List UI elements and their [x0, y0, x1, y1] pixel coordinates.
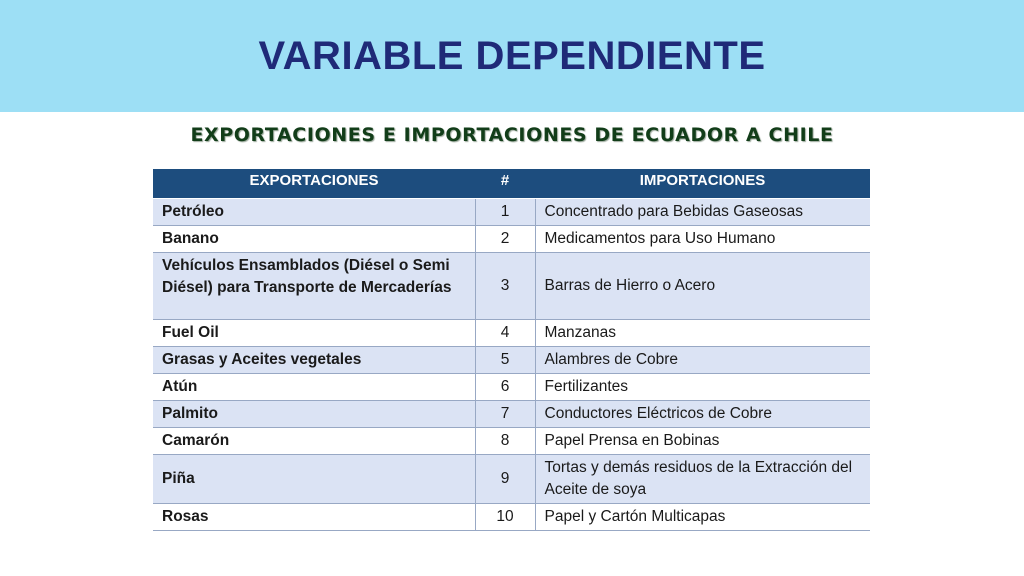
- import-cell: Manzanas: [535, 319, 870, 346]
- table-row: [153, 454, 870, 503]
- number-cell: 7: [475, 400, 535, 427]
- table-row: [153, 427, 870, 454]
- import-cell: Fertilizantes: [535, 373, 870, 400]
- table-row: [153, 252, 870, 319]
- number-cell: 4: [475, 319, 535, 346]
- header-imports: IMPORTACIONES: [535, 169, 870, 198]
- number-cell: 8: [475, 427, 535, 454]
- table-subtitle: EXPORTACIONES E IMPORTACIONES DE ECUADOR A CHILE: [190, 124, 834, 146]
- import-cell: Papel Prensa en Bobinas: [535, 427, 870, 454]
- export-cell: Rosas: [153, 503, 475, 530]
- number-cell: 6: [475, 373, 535, 400]
- table-row: [153, 503, 870, 530]
- import-cell: Tortas y demás residuos de la Extracción del Aceite de soya: [535, 454, 870, 503]
- table-row: [153, 225, 870, 252]
- export-cell: Palmito: [153, 400, 475, 427]
- header-number: #: [475, 169, 535, 198]
- export-cell: Petróleo: [153, 198, 475, 225]
- table-row: [153, 373, 870, 400]
- import-cell: Papel y Cartón Multicapas: [535, 503, 870, 530]
- import-cell: Alambres de Cobre: [535, 346, 870, 373]
- table-header-row: [153, 169, 870, 198]
- number-cell: 3: [475, 252, 535, 319]
- page-title: VARIABLE DEPENDIENTE: [258, 33, 766, 78]
- export-cell: Piña: [153, 454, 475, 503]
- number-cell: 9: [475, 454, 535, 503]
- export-cell: Grasas y Aceites vegetales: [153, 346, 475, 373]
- table-row: [153, 346, 870, 373]
- export-cell: Banano: [153, 225, 475, 252]
- export-cell: Fuel Oil: [153, 319, 475, 346]
- export-cell: Vehículos Ensamblados (Diésel o Semi Diésel) para Transporte de Mercaderías: [153, 252, 475, 319]
- number-cell: 5: [475, 346, 535, 373]
- number-cell: 1: [475, 198, 535, 225]
- number-cell: 2: [475, 225, 535, 252]
- table-row: [153, 319, 870, 346]
- table-row: [153, 198, 870, 225]
- import-cell: Conductores Eléctricos de Cobre: [535, 400, 870, 427]
- table-row: [153, 400, 870, 427]
- import-cell: Concentrado para Bebidas Gaseosas: [535, 198, 870, 225]
- header-exports: EXPORTACIONES: [153, 169, 475, 198]
- import-cell: Medicamentos para Uso Humano: [535, 225, 870, 252]
- export-cell: Atún: [153, 373, 475, 400]
- trade-table: [153, 169, 870, 531]
- export-cell: Camarón: [153, 427, 475, 454]
- import-cell: Barras de Hierro o Acero: [535, 252, 870, 319]
- title-banner: [0, 0, 1024, 112]
- number-cell: 10: [475, 503, 535, 530]
